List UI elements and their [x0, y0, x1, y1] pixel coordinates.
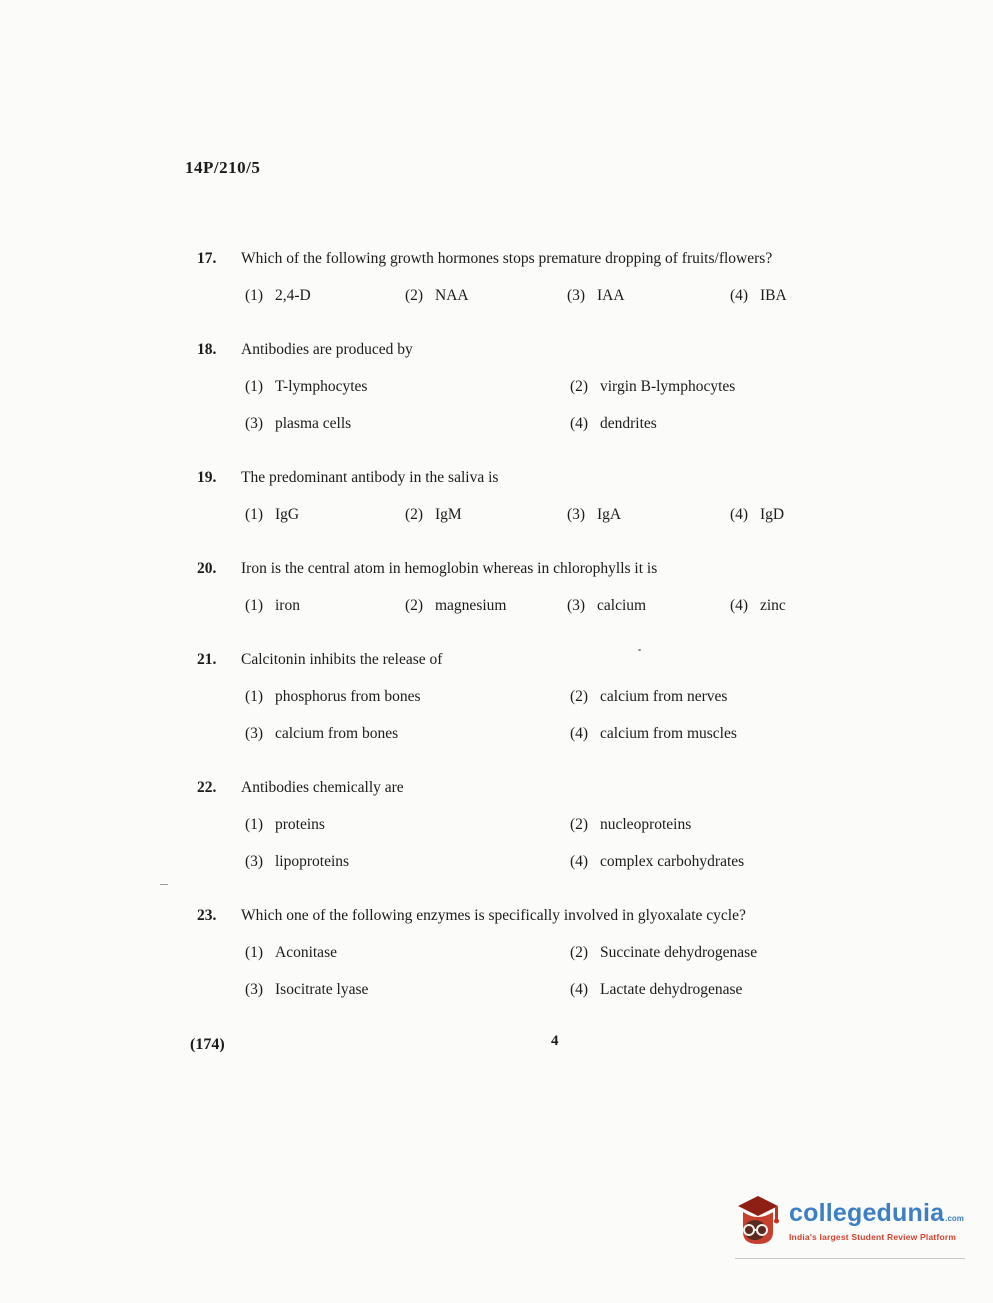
- option-number: (2): [405, 597, 424, 614]
- option-text: virgin B-lymphocytes: [600, 378, 736, 395]
- page-number: 4: [551, 1033, 559, 1049]
- option: [245, 851, 570, 873]
- option: [245, 504, 405, 526]
- collegedunia-logo: [735, 1192, 965, 1259]
- option-number: (1): [245, 816, 264, 833]
- option-text: calcium from bones: [275, 725, 399, 742]
- option-text: zinc: [760, 597, 786, 614]
- option: [570, 942, 917, 964]
- option-text: IgA: [597, 506, 622, 523]
- option-number: (4): [730, 597, 749, 614]
- option-number: (2): [570, 688, 589, 705]
- option: [245, 595, 405, 617]
- options: [245, 595, 917, 617]
- option: [245, 942, 570, 964]
- question-text: Antibodies chemically are: [241, 779, 404, 796]
- option: [405, 504, 567, 526]
- option-number: (4): [570, 981, 589, 998]
- question-number: 21.: [197, 651, 217, 668]
- option: [405, 285, 567, 307]
- question-number: 17.: [197, 250, 217, 267]
- option-number: (1): [245, 597, 264, 614]
- option-text: proteins: [275, 816, 325, 833]
- option-text: Aconitase: [275, 944, 337, 961]
- questions-list: [197, 248, 917, 1033]
- option-number: (2): [570, 816, 589, 833]
- option: [570, 376, 917, 398]
- option-number: (1): [245, 688, 264, 705]
- option: [570, 814, 917, 836]
- question-number: 19.: [197, 469, 217, 486]
- option: [570, 686, 917, 708]
- option-text: nucleoproteins: [600, 816, 692, 833]
- option-number: (4): [730, 287, 749, 304]
- question-block: [197, 558, 917, 617]
- scan-artifact: [638, 649, 641, 651]
- option: [570, 723, 917, 745]
- question-text: The predominant antibody in the saliva is: [241, 469, 499, 486]
- option: [245, 285, 405, 307]
- paper-code: 14P/210/5: [185, 158, 261, 177]
- options: [245, 376, 917, 435]
- question-block: [197, 248, 917, 307]
- option-number: (2): [405, 506, 424, 523]
- option: [730, 285, 917, 307]
- option-text: Succinate dehydrogenase: [600, 944, 758, 961]
- option-text: Lactate dehydrogenase: [600, 981, 743, 998]
- option-text: IgG: [275, 506, 300, 523]
- option-text: calcium: [597, 597, 647, 614]
- option-text: lipoproteins: [275, 853, 350, 870]
- option-text: NAA: [435, 287, 469, 304]
- logo-text-block: [789, 1199, 964, 1242]
- option: [730, 504, 917, 526]
- option: [245, 686, 570, 708]
- option-number: (3): [567, 597, 586, 614]
- option-text: calcium from muscles: [600, 725, 737, 742]
- question-text: Iron is the central atom in hemoglobin whereas in chlorophylls it is: [241, 560, 658, 577]
- option-text: 2,4-D: [275, 287, 311, 304]
- question-block: [197, 339, 917, 435]
- option: [245, 413, 570, 435]
- option-number: (3): [245, 415, 264, 432]
- option-text: iron: [275, 597, 300, 614]
- option-text: magnesium: [435, 597, 507, 614]
- options: [245, 504, 917, 526]
- options: [245, 942, 917, 1001]
- option-number: (2): [570, 944, 589, 961]
- option: [245, 376, 570, 398]
- question-text: Which one of the following enzymes is specifically involved in glyoxalate cycle?: [241, 907, 746, 924]
- option-number: (2): [405, 287, 424, 304]
- option-number: (1): [245, 944, 264, 961]
- question-block: [197, 467, 917, 526]
- option-number: (3): [245, 725, 264, 742]
- option-text: IgD: [760, 506, 785, 523]
- question-block: [197, 905, 917, 1001]
- options: [245, 686, 917, 745]
- option: [245, 979, 570, 1001]
- option-number: (1): [245, 378, 264, 395]
- question-number: 22.: [197, 779, 217, 796]
- option: [405, 595, 567, 617]
- option: [730, 595, 917, 617]
- option-number: (3): [245, 853, 264, 870]
- option-number: (1): [245, 287, 264, 304]
- question-text: Antibodies are produced by: [241, 341, 413, 358]
- option-number: (1): [245, 506, 264, 523]
- option: [570, 851, 917, 873]
- option-number: (3): [567, 287, 586, 304]
- brand-tagline: India's largest Student Review Platform: [789, 1231, 957, 1242]
- option-text: IBA: [760, 287, 787, 304]
- question-number: 18.: [197, 341, 217, 358]
- option: [570, 413, 917, 435]
- options: [245, 285, 917, 307]
- option-text: plasma cells: [275, 415, 352, 432]
- option-text: IgM: [435, 506, 462, 523]
- booklet-code: (174): [190, 1036, 225, 1053]
- scan-artifact: [160, 884, 168, 885]
- option-text: Isocitrate lyase: [275, 981, 369, 998]
- option: [570, 979, 917, 1001]
- question-block: [197, 777, 917, 873]
- option-text: dendrites: [600, 415, 657, 432]
- option-text: phosphorus from bones: [275, 688, 421, 705]
- option-number: (3): [567, 506, 586, 523]
- question-number: 20.: [197, 560, 217, 577]
- option-text: T-lymphocytes: [275, 378, 368, 395]
- option: [567, 595, 730, 617]
- mascot-icon: [735, 1192, 781, 1248]
- options: [245, 814, 917, 873]
- option-number: (2): [570, 378, 589, 395]
- option: [245, 723, 570, 745]
- option: [567, 285, 730, 307]
- question-number: 23.: [197, 907, 217, 924]
- option-text: complex carbohydrates: [600, 853, 745, 870]
- option-number: (3): [245, 981, 264, 998]
- option-text: IAA: [597, 287, 625, 304]
- brand-name: collegedunia: [789, 1198, 945, 1227]
- question-block: [197, 649, 917, 745]
- option: [567, 504, 730, 526]
- option-text: calcium from nerves: [600, 688, 728, 705]
- question-text: Calcitonin inhibits the release of: [241, 651, 443, 668]
- option-number: (4): [570, 853, 589, 870]
- brand-tld: .com: [945, 1213, 964, 1223]
- question-text: Which of the following growth hormones stops premature dropping of fruits/flowers?: [241, 250, 773, 267]
- option-number: (4): [570, 415, 589, 432]
- option: [245, 814, 570, 836]
- option-number: (4): [730, 506, 749, 523]
- option-number: (4): [570, 725, 589, 742]
